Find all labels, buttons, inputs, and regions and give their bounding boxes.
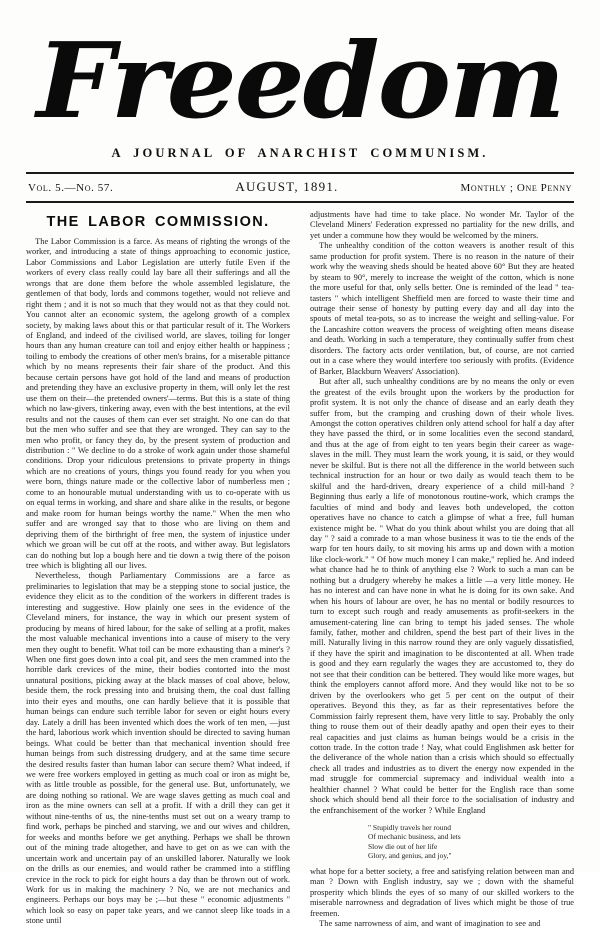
issue-date: AUGUST, 1891.: [235, 178, 339, 194]
column-right: [308, 209, 574, 929]
paragraph: The same narrowness of aim, and want of imagination to see and: [319, 919, 541, 929]
column-left: [26, 210, 292, 926]
masthead-subtitle: A JOURNAL OF ANARCHIST COMMUNISM.: [111, 145, 489, 160]
paragraph: But after all, such unhealthy conditions are by no means the only or even the greatest of the evils brought upon the workers by the production for profit system. It is not only the chance of disease and an early death they suffer from, but the cramping and crushing down of their whole lives. Amongst the cotton operatives children only attend school for half a day after they have passed the third, or in some localities even the second standard, and thus at the age of from eight to ten years begin their career as wage-slaves in the mill. They must learn the work young, it is said, or they would never be skilful. But is there not all the difference in the world between such technical instruction for an hour or two daily as would teach them to be skilful and the hard-driven, dreary experience of a child mill-hand ? Beginning thus early a life of monotonous routine-work, which cramps the faculties of mind and body and leaves both undeveloped, the cotton operatives have no chance to catch a glimpse of what a free, full human existence might be. " What do you think about whilst you are doing that all day " ? said a comrade to a man whose business it was to tie the ends of the warp for ten hours daily, to sit moving his arms up and down with a motion like clock-work." " Of how much money I can make," replied he. And indeed what chance had he to think of anything else ? Work to such a man can be nothing but a drudgery whereby he makes a little —a very little money. He has no interest and can have none in what he is doing for its own sake. And when his hours of labour are over, he has no mental or bodily resources to turn to except such rough and ready amusements as profit-seekers in the amusement-catering line can bring to tempt his jaded senses. The whole family, father, mother and children, spend the best part of their lives in the mill. Naturally living in this narrow round they are only vaguely dissatisfied, if they have the spirit and imagination to be discontented at all. When trade is good and they earn regularly the wages they are accustomed to, they do not see that their condition can be bettered. They would like more wages, but think the employers cannot afford more. And they would like not to be so driven by the overlookers who get 5 per cent on the output of their operatives. Beyond this they, as far as their representatives before the Commission fairly represent them, have very little to say. Probably the only thing to rouse them out of their deadly apathy and open their eyes to their real capacities and just claims as human beings would be a crisis in the cotton trade. In the cotton trade ! Nay, what could Englishmen ask better for the deliverance of the whole nation than a crisis which should so effectually check all trades and industries as to divert the energy now expended in the mad struggle for commercial supremacy and individual wealth into a healthier channel ? What could be better for the English race than some shock which should bend all their force to the socialisation of industry and the enfranchisement of the worker ? While England: [310, 377, 574, 815]
article-headline: THE LABOR COMMISSION.: [46, 213, 270, 230]
volume-bar: [26, 172, 574, 203]
paragraph: what hope for a better society, a free and satisfying relation between man and man ? Down with English industry, say we ; down with the shameful prosperity which blinds the eyes of so many of our skilled workers to the miserable narrowness and degradation of lives which might be those of true freemen.: [310, 867, 574, 918]
verse-quotation: [310, 823, 574, 860]
masthead-title: Freedom: [36, 19, 564, 142]
paragraph: Nevertheless, though Parliamentary Commissions are a farce as preliminaries to legislation that may be a stepping stone to social justice, the evidence they elicit as to the condition of the workers in different trades is interesting and suggestive. How plainly one sees in the evidence of the Cleveland miners, for instance, the way in which our present system of producing by means of hired labour, for the sake of selling at a profit, makes the most valuable mechanical inventions into a cause of misery to the very men they ought to benefit. What toil can be more exhausting than a miner's ? When one first goes down into a coal pit, and sees the men crammed into the horrible dark crevices of the mine, their bodies contorted into the most unnatural positions, picking away at the black masses of coal above, below, beside them, the rock pressing into and bruising them, the coal dust falling into their eyes and mouths, one can hardly believe that it is possible that human beings can endure such terrible labor for seven or eight hours every day. Lately a drill has been invented which does the work of ten men, —just the hard, laborious work which invention should be directed to saving human beings. What could be better than that mechanical invention should free human beings from such distressing drudgery, and at the same time secure the desired results faster than human labor can secure them? What indeed, if we were free workers employed in getting as much coal or iron as might be, with as little trouble as possible, for the general use. But, unfortunately, we are doing nothing so rational. We are wage slaves getting as much coal and iron as the mine owners can sell at a profit. If with a drill they can get it without nine-tenths of us, the nine-tenths must set out on a weary tramp to find work, perhaps be pinched and starving, we and our wives and children, for weeks and months before we get anything. Perhaps we shall be thrown out of the mining trade altogether, and have to get on as we can with the uncertain work and uncertain pay of an unskilled laborer. Naturally we look on the drills as our enemies, and would rather be crammed into a stiffling crevice in the rock to pick for eight hours a day than be thrown out of work. Work for us in making the machinery ? No, we are not mechanics and engineers. Perhaps our boys may be ;—but these " economic adjustments " which look so easy on paper take years, and we cannot sleep like toads in a stone until: [26, 571, 290, 926]
verse-line: Glory, and genius, and joy,": [368, 850, 452, 860]
verse-line: " Stupidly travels her round: [368, 823, 452, 833]
paragraph: The Labor Commission is a farce. As means of righting the wrongs of the worker, and introducing a state of things approaching to economic justice, Labor Commissions and Labor Legislation are utterly futile Even if the workers of every class really could lay bare all their sufferings and all the wrongs that are done them before the whole assembled legislature, the gentlemen of that body, lords and commons together, would not relieve and right them ; and it is not so much that they would not as that they could not. You cannot alter an economic system, the agelong growth of a complex society, by making laws about this or that particular result of it. The Workers of England, and indeed of the civilised world, are slaves, toiling for longer hours than any human creature can toil and enjoy either health or happiness ; toiling to embody the creations of other men's brains, for a miserable pittance which by no means represents their fair share of the product. And this because certain persons have got hold of the land and means of production and pretending they have an exclusive property in them, will only let the rest use them on their—the pretended owners'—terms. But this is a state of thing which no law-givers, tinkering away, even with the best intentions, at the evil results and not the causes of them can ever set straight. No one can do that but the men who suffer and see that they are wronged. They can say to the men who profit, or fancy they do, by the present system of production and distribution : " We decline to do a stroke of work again under those shameful conditions. Drop your ridiculous pretensions to private property in things which are no creations of yours, things you found ready for you when you were born, things nature made or the collective labor of numberless men ; come to an honourable mutual understanding with us to co-operate with us on equal terms in working, and share and share alike in the results, or begone and make room for human beings worthy the name." When the men who suffer and are wronged say that to those who are living on them and depriving them of the birthright of free men, the system of injustice under which we groan will be cut off at the roots, and wither away. But legislators can do nothing but lop a bough here and tie down a twig there of the poison tree which is blighting all our lives.: [26, 236, 290, 570]
paragraph: adjustments have had time to take place. No wonder Mr. Taylor of the Cleveland Miners' Federation expressed no partiality for the new drills, and yet under a commune how they would be welcomed by the miners.: [310, 209, 574, 240]
verse-line: Of mechanic business, and lets: [368, 832, 461, 842]
issue-price: Monthly ; One Penny: [460, 181, 572, 194]
page-bottom-edge: [26, 866, 574, 872]
volume-number: Vol. 5.—No. 57.: [28, 181, 114, 194]
verse-line: Slow die out of her life: [368, 841, 438, 851]
article-body: [26, 209, 574, 929]
masthead: [0, 0, 600, 161]
paragraph: The unhealthy condition of the cotton weavers is another result of this same production for profit system. There is no reason in the nature of their work why the weaving sheds should be heated above 60° But they are heated by steam to 90°, merely to increase the weight of the cotton, which is none the more useful for that, only sells better. One is reminded of the lead " tea-tasters " which intelligent Sheffield men are forced to waste their time and outrage their sense of honesty by putting every day and all day into the spouts of metal tea-pots, so as to increase the weight and selling-value. For the Lancashire cotton weavers the process of weighting often means disease and death. Working in such a temperature, they continually suffer from chest disorders. The factory acts order ventilation, but, of course, are not carried out in a case where they would interfere too seriously with profits. (Evidence of Barker, Blackburn Weavers' Association).: [310, 241, 574, 376]
